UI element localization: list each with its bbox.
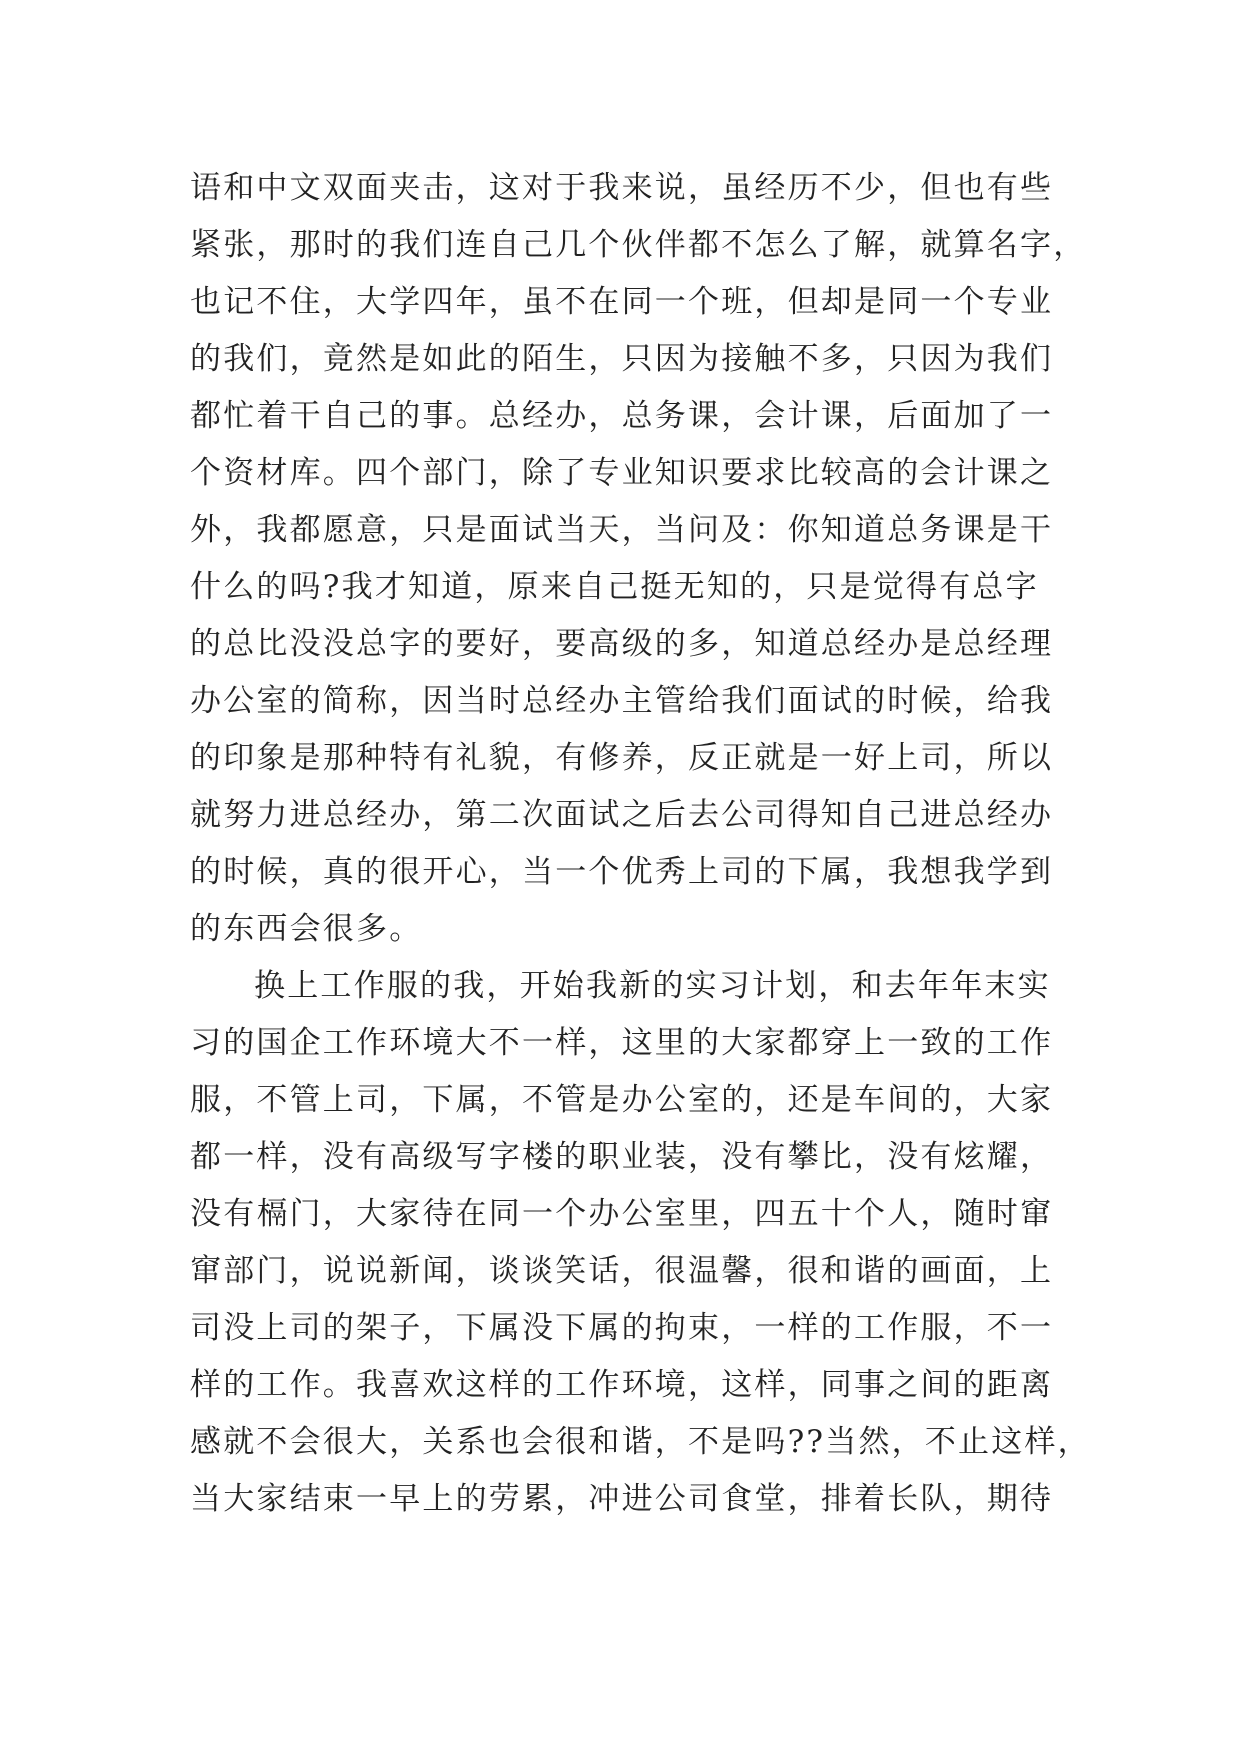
text-line: 感就不会很大，关系也会很和谐，不是吗??当然，不止这样， (190, 1424, 1091, 1460)
text-line: 语和中文双面夹击，这对于我来说，虽经历不少，但也有些 (190, 170, 1054, 206)
text-line: 个资材库。四个部门，除了专业知识要求比较高的会计课之 (190, 455, 1054, 491)
text-line: 的印象是那种特有礼貌，有修养，反正就是一好上司，所以 (190, 740, 1054, 776)
text-line: 服，不管上司，下属，不管是办公室的，还是车间的，大家 (190, 1082, 1054, 1118)
text-line: 的我们，竟然是如此的陌生，只因为接触不多，只因为我们 (190, 341, 1054, 377)
text-line: 当大家结束一早上的劳累，冲进公司食堂，排着长队，期待 (190, 1481, 1054, 1517)
text-line: 什么的吗?我才知道，原来自己挺无知的，只是觉得有总字 (190, 569, 1039, 605)
body-text (190, 160, 1090, 1528)
text-line: 紧张，那时的我们连自己几个伙伴都不怎么了解，就算名字， (190, 227, 1087, 263)
text-line: 的时候，真的很开心，当一个优秀上司的下属，我想我学到 (190, 854, 1054, 890)
text-line: 习的国企工作环境大不一样，这里的大家都穿上一致的工作 (190, 1025, 1054, 1061)
paragraph-1 (190, 160, 1090, 958)
text-line: 办公室的简称，因当时总经办主管给我们面试的时候，给我 (190, 683, 1054, 719)
text-line: 司没上司的架子，下属没下属的拘束，一样的工作服，不一 (190, 1310, 1054, 1346)
text-line: 都一样，没有高级写字楼的职业装，没有攀比，没有炫耀， (190, 1139, 1054, 1175)
text-line: 窜部门，说说新闻，谈谈笑话，很温馨，很和谐的画面，上 (190, 1253, 1054, 1289)
text-line: 没有槅门，大家待在同一个办公室里，四五十个人，随时窜 (190, 1196, 1054, 1232)
text-line-indented: 换上工作服的我，开始我新的实习计划，和去年年末实 (254, 968, 1051, 1004)
text-line: 都忙着干自己的事。总经办，总务课，会计课，后面加了一 (190, 398, 1054, 434)
text-line: 的东西会很多。 (190, 911, 423, 947)
text-line: 外，我都愿意，只是面试当天，当问及：你知道总务课是干 (190, 512, 1054, 548)
text-line: 样的工作。我喜欢这样的工作环境，这样，同事之间的距离 (190, 1367, 1054, 1403)
text-line: 就努力进总经办，第二次面试之后去公司得知自己进总经办 (190, 797, 1054, 833)
text-line: 的总比没没总字的要好，要高级的多，知道总经办是总经理 (190, 626, 1054, 662)
text-line: 也记不住，大学四年，虽不在同一个班，但却是同一个专业 (190, 284, 1054, 320)
paragraph-2 (190, 958, 1090, 1528)
